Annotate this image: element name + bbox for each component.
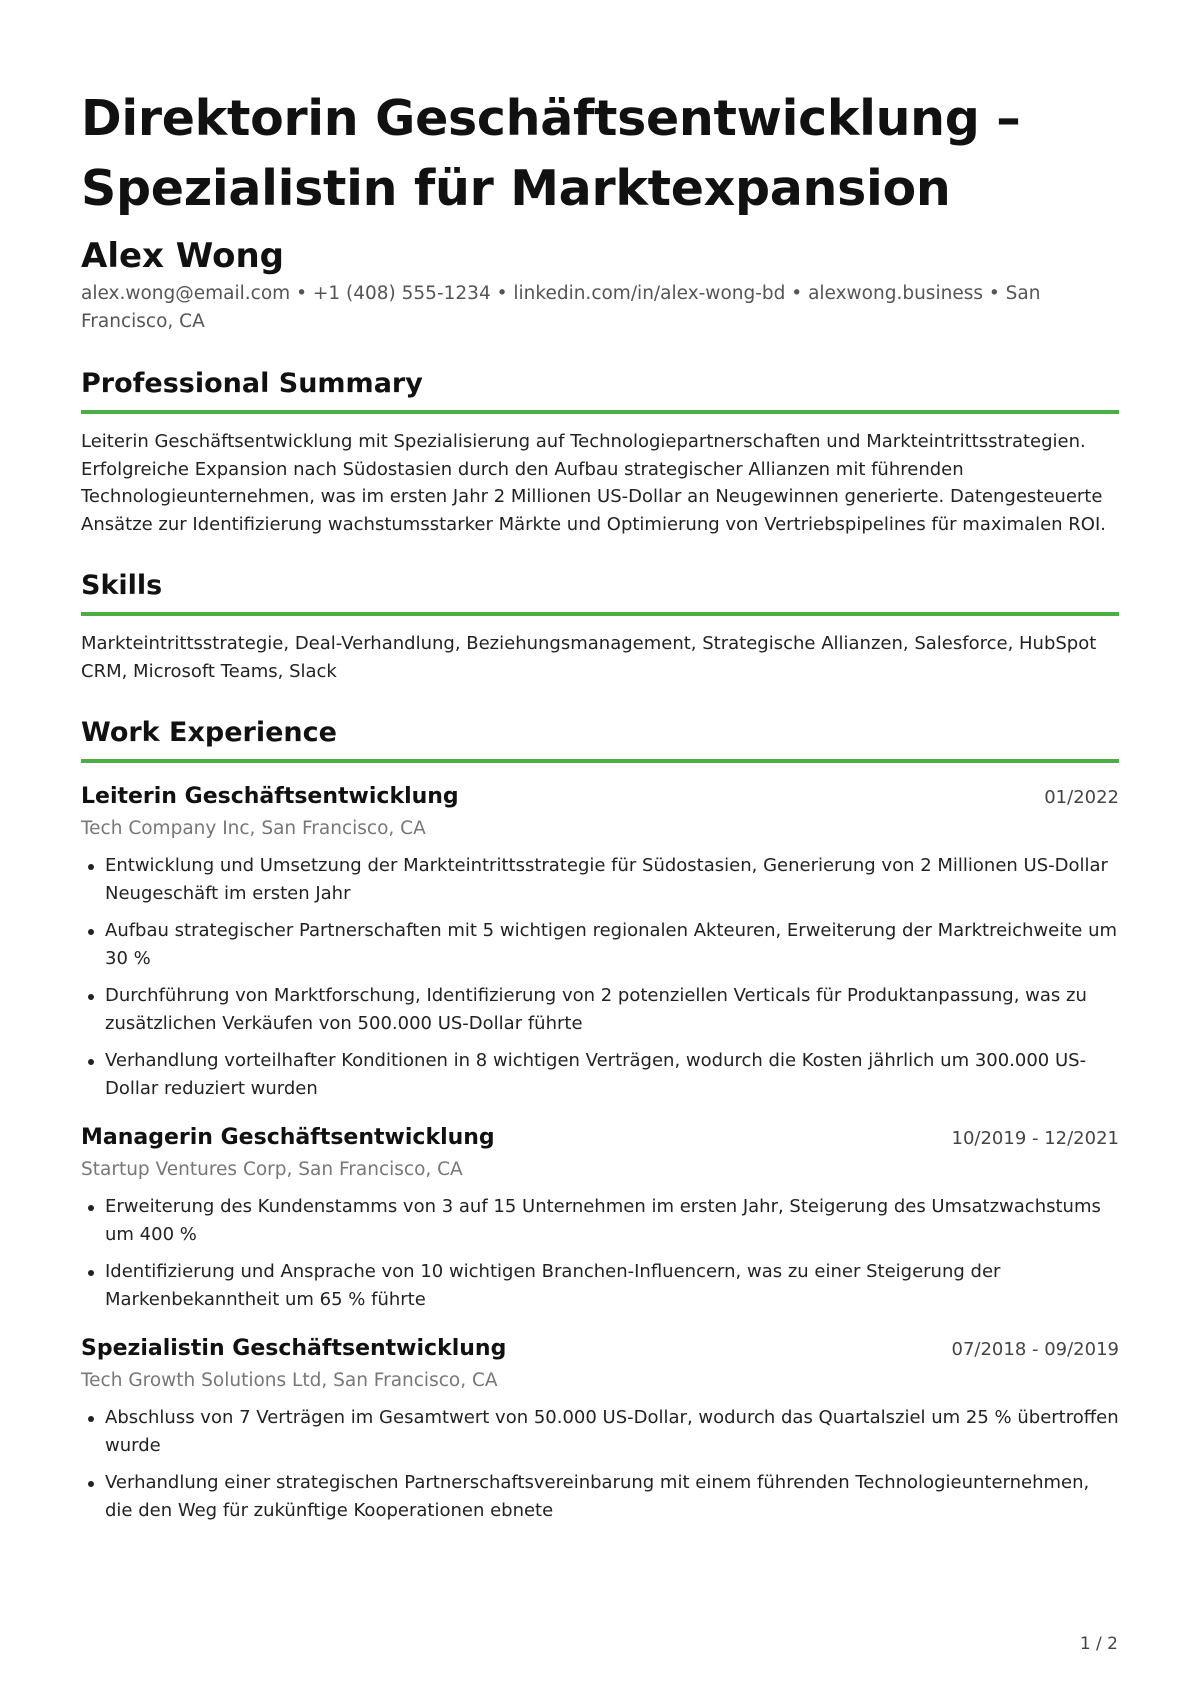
document-title (81, 84, 1119, 224)
job-date: 10/2019 - 12/2021 (951, 1128, 1119, 1149)
experience-section (81, 715, 1119, 1524)
job-entry (81, 781, 1119, 1102)
job-bullet (81, 1047, 1119, 1102)
job-bullet-text: Abschluss von 7 Verträgen im Gesamtwert von 50.000 US-Dollar, wodurch das Quartalsziel um 25 % übertroffen wurde (105, 1407, 1119, 1456)
job-company: Tech Company Inc, San Francisco, CA (81, 818, 426, 839)
job-entry (81, 1333, 1119, 1524)
job-title: Managerin Geschäftsentwicklung (81, 1125, 495, 1150)
job-bullet-text: Aufbau strategischer Partnerschaften mit 5 wichtigen regionalen Akteuren, Erweiterung der Marktreichweite um 30 % (105, 920, 1118, 969)
skills-heading: Skills (81, 568, 1119, 616)
page-number: 1 / 2 (1079, 1634, 1118, 1654)
document-title-line-2: Spezialistin für Marktexpansion (81, 160, 951, 217)
summary-text: Leiterin Geschäftsentwicklung mit Spezialisierung auf Technologiepartnerschaften und Markteintrittsstrategien. Erfolgreiche Expansion nach Südostasien durch den Aufbau strategischer Allianzen mit führenden Technologieunternehmen, was im ersten Jahr 2 Millionen US-Dollar an Neugewinnen generierte. Datengesteuerte Ansätze zur Identifizierung wachstumsstarker Märkte und Optimierung von Vertriebspipelines für maximalen ROI. (81, 431, 1106, 535)
job-bullet-text: Verhandlung vorteilhafter Konditionen in 8 wichtigen Verträgen, wodurch die Kosten jährlich um 300.000 US-Dollar reduziert wurden (105, 1050, 1087, 1099)
job-bullet (81, 852, 1119, 907)
bullet-dot-icon (88, 1416, 94, 1422)
job-bullet (81, 1193, 1119, 1248)
resume-page (81, 84, 1119, 1524)
job-header (81, 1333, 1119, 1365)
summary-section (81, 366, 1119, 538)
job-bullets (81, 1193, 1119, 1313)
job-title: Spezialistin Geschäftsentwicklung (81, 1336, 507, 1361)
job-bullet (81, 1404, 1119, 1459)
job-title: Leiterin Geschäftsentwicklung (81, 784, 459, 809)
job-bullet-text: Durchführung von Marktforschung, Identifizierung von 2 potenziellen Verticals für Produktanpassung, was zu zusätzlichen Verkäufen von 500.000 US-Dollar führte (105, 985, 1087, 1034)
job-company: Startup Ventures Corp, San Francisco, CA (81, 1159, 463, 1180)
bullet-dot-icon (88, 1205, 94, 1211)
bullet-dot-icon (88, 929, 94, 935)
skills-text: Markteintrittsstrategie, Deal-Verhandlung, Beziehungsmanagement, Strategische Allianzen, Salesforce, HubSpot CRM, Microsoft Teams, Slack (81, 633, 1097, 682)
job-bullet-text: Entwicklung und Umsetzung der Markteintrittsstrategie für Südostasien, Generierung von 2 Millionen US-Dollar Neugeschäft im ersten Jahr (105, 855, 1108, 904)
skills-section (81, 568, 1119, 685)
bullet-dot-icon (88, 994, 94, 1000)
bullet-dot-icon (88, 864, 94, 870)
job-date: 07/2018 - 09/2019 (951, 1339, 1119, 1360)
bullet-dot-icon (88, 1270, 94, 1276)
job-bullet (81, 917, 1119, 972)
person-name: Alex Wong (81, 236, 284, 276)
job-bullets (81, 852, 1119, 1102)
job-company: Tech Growth Solutions Ltd, San Francisco, CA (81, 1370, 498, 1391)
job-date: 01/2022 (1044, 787, 1119, 808)
bullet-dot-icon (88, 1059, 94, 1065)
job-bullet-text: Erweiterung des Kundenstamms von 3 auf 15 Unternehmen im ersten Jahr, Steigerung des Umsatzwachstums um 400 % (105, 1196, 1101, 1245)
job-bullet (81, 982, 1119, 1037)
contact-line: alex.wong@email.com • +1 (408) 555-1234 • linkedin.com/in/alex-wong-bd • alexwong.business • San Francisco, CA (81, 283, 1041, 332)
job-bullet-text: Verhandlung einer strategischen Partnerschaftsvereinbarung mit einem führenden Technologieunternehmen, die den Weg für zukünftige Kooperationen ebnete (105, 1472, 1090, 1521)
job-bullet (81, 1258, 1119, 1313)
bullet-dot-icon (88, 1481, 94, 1487)
job-bullets (81, 1404, 1119, 1524)
job-header (81, 1122, 1119, 1154)
job-bullet (81, 1469, 1119, 1524)
job-entry (81, 1122, 1119, 1313)
job-header (81, 781, 1119, 813)
job-bullet-text: Identifizierung und Ansprache von 10 wichtigen Branchen-Influencern, was zu einer Steigerung der Markenbekanntheit um 65 % führte (105, 1261, 1001, 1310)
summary-heading: Professional Summary (81, 366, 1119, 414)
experience-heading: Work Experience (81, 715, 1119, 763)
document-title-line-1: Direktorin Geschäftsentwicklung – (81, 90, 1021, 147)
